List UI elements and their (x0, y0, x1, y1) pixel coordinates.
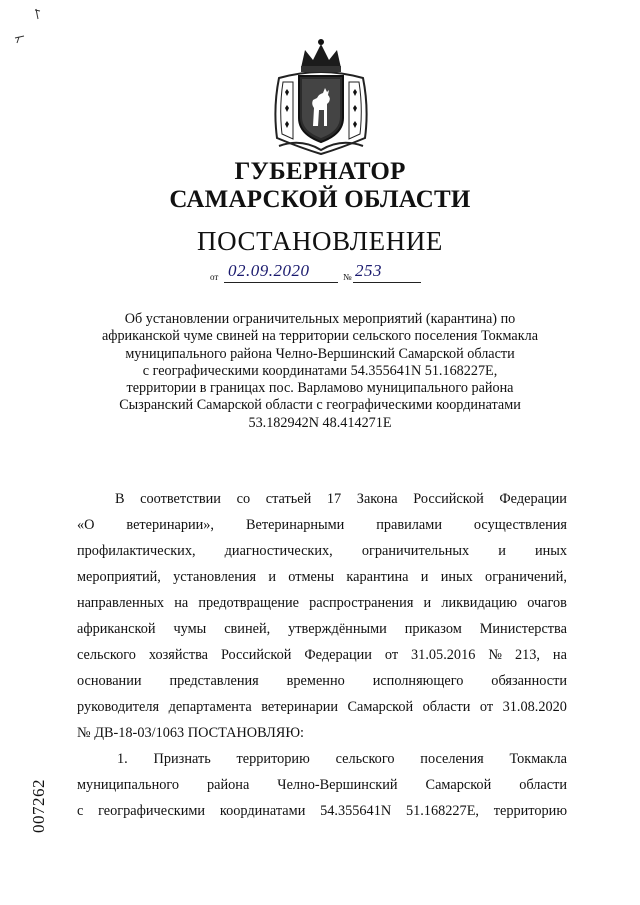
body-word: Самарской (425, 777, 492, 793)
body-word: Самарской (347, 699, 414, 715)
number-label: № (343, 272, 352, 282)
body-word: В (115, 491, 125, 507)
body-word: обязанности (491, 673, 567, 689)
body-word: области (519, 777, 567, 793)
body-word: и (498, 543, 506, 559)
body-word: Токмакла (509, 751, 567, 767)
pen-mark-icon (14, 34, 26, 44)
body-word: Министерства (479, 621, 567, 637)
decree-body (77, 486, 567, 824)
body-word: поселения (420, 751, 484, 767)
body-word: руководителя (77, 699, 160, 715)
body-word: 51.168227E, (405, 803, 480, 819)
body-word: осуществления (473, 517, 567, 533)
subject-line: Сызранский Самарской области с географическими координатами (119, 397, 521, 414)
body-word: № (488, 647, 502, 663)
subject-line: Об установлении ограничительных мероприятий (карантина) по (124, 311, 516, 327)
body-word: Федерации (304, 647, 372, 663)
body-word: ветеринарии (261, 699, 339, 715)
pen-mark-icon (34, 8, 42, 20)
handwritten-number: 253 (355, 261, 382, 280)
body-word: координатами (219, 803, 306, 819)
body-word: 31.08.2020 (502, 699, 567, 715)
body-word: 1. (117, 751, 128, 767)
body-line (77, 590, 567, 616)
body-word: отмены (288, 569, 335, 585)
body-word: карантина (346, 569, 409, 585)
body-word: правилами (376, 517, 442, 533)
body-line (77, 512, 567, 538)
body-word: на (174, 595, 189, 611)
body-word: приказом (404, 621, 462, 637)
body-word: 54.355641N (320, 803, 392, 819)
handwritten-date: 02.09.2020 (228, 261, 310, 280)
body-word: утверждёнными (288, 621, 387, 637)
body-line (77, 538, 567, 564)
body-word: Российской (220, 647, 292, 663)
body-line (77, 486, 567, 512)
body-word: установления (173, 569, 257, 585)
body-word: чумы (173, 621, 207, 637)
body-word: африканской (77, 621, 156, 637)
body-word: статьей (265, 491, 312, 507)
coat-of-arms-emblem (271, 38, 371, 156)
issuer-title-line-2: САМАРСКОЙ ОБЛАСТИ (169, 186, 471, 213)
body-word: предотвращение (198, 595, 299, 611)
body-word: Ветеринарными (245, 517, 345, 533)
body-word: «О (77, 517, 95, 533)
decree-subject (60, 311, 580, 432)
body-word: хозяйства (148, 647, 208, 663)
body-line (77, 616, 567, 642)
serial-number-text: 007262 (29, 779, 48, 833)
body-word: со (236, 491, 251, 507)
body-word: с (77, 803, 84, 819)
body-word: ветеринарии», (126, 517, 214, 533)
body-word: департамента (168, 699, 252, 715)
body-word: и (420, 569, 429, 585)
issuer-title-line-1: ГУБЕРНАТОР (234, 158, 406, 185)
body-word: и (268, 569, 277, 585)
body-word: иных (534, 543, 567, 559)
subject-line: 53.182942N 48.414271E (248, 414, 392, 431)
body-word: и (423, 595, 432, 611)
body-word: мероприятий, (77, 569, 161, 585)
body-word: ликвидацию (441, 595, 518, 611)
body-word: географическими (98, 803, 206, 819)
body-word: 31.05.2016 (411, 647, 476, 663)
body-word: от (479, 699, 494, 715)
body-line (77, 642, 567, 668)
body-word: иных (440, 569, 473, 585)
date-label: от (210, 272, 219, 282)
date-underline (224, 282, 338, 283)
body-word: от (384, 647, 399, 663)
body-word: Закона (356, 491, 398, 507)
body-word: Челно-Вершинский (277, 777, 398, 793)
body-word: ограничений, (485, 569, 567, 585)
body-word: территорию (493, 803, 567, 819)
body-word: на (552, 647, 567, 663)
body-line (77, 746, 567, 772)
body-word: направленных (77, 595, 165, 611)
body-word: временно (286, 673, 345, 689)
serial-number (28, 770, 48, 840)
body-line: № ДВ-18-03/1063 ПОСТАНОВЛЯЮ: (77, 725, 305, 741)
body-word: ограничительных (361, 543, 470, 559)
number-underline (353, 282, 421, 283)
body-word: сельского (335, 751, 395, 767)
body-word: исполняющего (372, 673, 464, 689)
body-word: основании (77, 673, 142, 689)
body-word: территорию (236, 751, 310, 767)
subject-line: муниципального района Челно-Вершинский Самарской области (125, 345, 515, 362)
body-line (77, 772, 567, 798)
body-word: района (207, 777, 250, 793)
date-number-line (208, 262, 428, 286)
subject-line: африканской чуме свиней на территории сельского поселения Токмакла (101, 328, 539, 345)
body-word: 213, (514, 647, 540, 663)
body-word: муниципального (77, 777, 180, 793)
body-line (77, 564, 567, 590)
body-line (77, 798, 567, 824)
body-word: Российской (413, 491, 484, 507)
body-word: профилактических, (77, 543, 196, 559)
body-word: соответствии (140, 491, 221, 507)
subject-line: территории в границах пос. Варламово муниципального района (126, 380, 514, 397)
body-word: Признать (153, 751, 211, 767)
body-word: свиней, (224, 621, 271, 637)
body-word: представления (169, 673, 259, 689)
subject-line: с географическими координатами 54.355641N 51.168227E, (142, 362, 498, 379)
body-word: очагов (527, 595, 567, 611)
body-line (77, 668, 567, 694)
document-type-title: ПОСТАНОВЛЕНИЕ (196, 226, 444, 256)
body-line (77, 694, 567, 720)
body-word: 17 (326, 491, 342, 507)
body-word: диагностических, (224, 543, 333, 559)
body-word: области (422, 699, 471, 715)
body-word: распространения (309, 595, 414, 611)
body-word: Федерации (499, 491, 567, 507)
body-word: сельского (77, 647, 136, 663)
